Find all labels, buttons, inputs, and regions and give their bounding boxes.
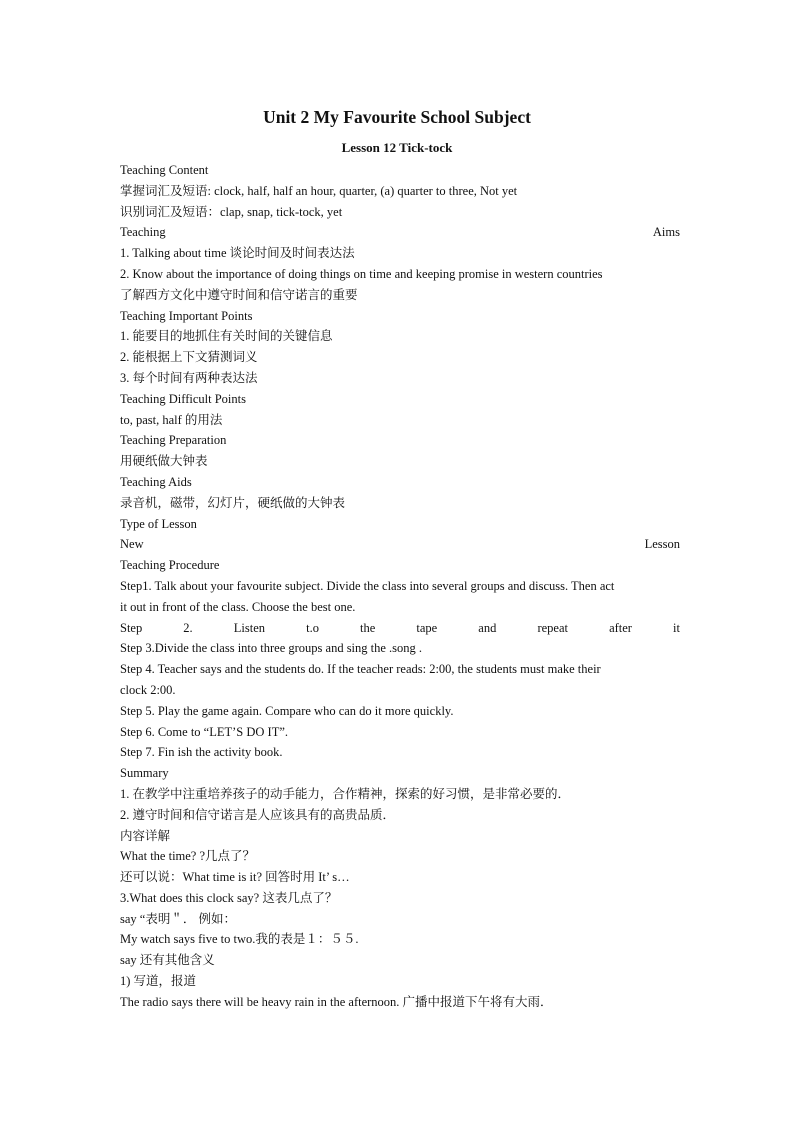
document-line: Step 6. Come to “LET’S DO IT”. <box>120 724 289 739</box>
document-line: Teaching Important Points <box>120 308 253 323</box>
document-line: Teaching Procedure <box>120 558 220 573</box>
document-line: Step 2. Listen t.o the tape and repeat after it <box>120 620 680 635</box>
document-line: 1. Talking about time 谈论时间及时间表达法 <box>120 246 355 261</box>
document-line: Teaching Content <box>120 163 209 177</box>
document-line: clock 2:00. <box>120 682 176 697</box>
document-line: it out in front of the class. Choose the best one. <box>120 599 356 614</box>
document-body <box>120 160 680 1013</box>
document-line: 用硬纸做大钟表 <box>120 454 208 469</box>
document-line: Summary <box>120 766 169 781</box>
document-line: Step 5. Play the game again. Compare who can do it more quickly. <box>120 703 454 718</box>
document-line: 2. Know about the importance of doing things on time and keeping promise in western countries <box>120 266 603 281</box>
document-line: 了解西方文化中遵守时间和信守诺言的重要 <box>120 287 358 302</box>
lesson-subtitle: Lesson 12 Tick-tock <box>341 140 453 155</box>
document-line: 2. 遵守时间和信守诺言是人应该具有的高贵品质． <box>120 807 396 822</box>
document-title: Unit 2 My Favourite School Subject <box>263 107 531 127</box>
document-line: Step1. Talk about your favourite subject. Divide the class into several groups and discuss. Then act <box>120 578 615 593</box>
document-line: Teaching Aims <box>120 225 680 240</box>
document-line: say “表明＂． 例如： <box>120 911 236 926</box>
document-line: say 还有其他含义 <box>120 953 215 968</box>
document-line: 3. 每个时间有两种表达法 <box>120 370 258 385</box>
document-line: Step 7. Fin ish the activity book. <box>120 745 283 760</box>
document-line: Teaching Aids <box>120 474 192 489</box>
document-line: Teaching Difficult Points <box>120 391 246 406</box>
document-line: New Lesson <box>120 537 680 552</box>
document-line: Type of Lesson <box>120 516 197 531</box>
document-line: What the time? ?几点了？ <box>120 849 256 864</box>
document-line: 2. 能根据上下文猜测词义 <box>120 350 258 365</box>
document-line: 录音机，磁带，幻灯片，硬纸做的大钟表 <box>120 495 346 510</box>
document-line: 识别词汇及短语：clap, snap, tick-tock, yet <box>120 204 343 219</box>
document-line: Step 3.Divide the class into three groups and sing the .song . <box>120 641 423 656</box>
document-line: 1) 写道，报道 <box>120 974 197 989</box>
document-line: to, past, half 的用法 <box>120 412 223 427</box>
document-line: 1. 能要目的地抓住有关时间的关键信息 <box>120 329 333 344</box>
document-line: 还可以说：What time is it? 回答时用 It’ s… <box>120 870 350 885</box>
document-line: Teaching Preparation <box>120 433 227 448</box>
document-line: 3.What does this clock say? 这表几点了？ <box>120 890 338 905</box>
document-line: My watch says five to two.我的表是１：５５. <box>120 932 359 947</box>
document-line: 掌握词汇及短语: clock, half, half an hour, quarter, (a) quarter to three, Not yet <box>120 183 518 198</box>
document-line: Step 4. Teacher says and the students do. If the teacher reads: 2:00, the students must make their <box>120 662 601 677</box>
document-line: The radio says there will be heavy rain in the afternoon. 广播中报道下午将有大雨． <box>120 994 553 1009</box>
document-line: 内容详解 <box>120 828 171 843</box>
document-line: 1. 在教学中注重培养孩子的动手能力，合作精神，探索的好习惯，是非常必要的． <box>120 786 571 801</box>
